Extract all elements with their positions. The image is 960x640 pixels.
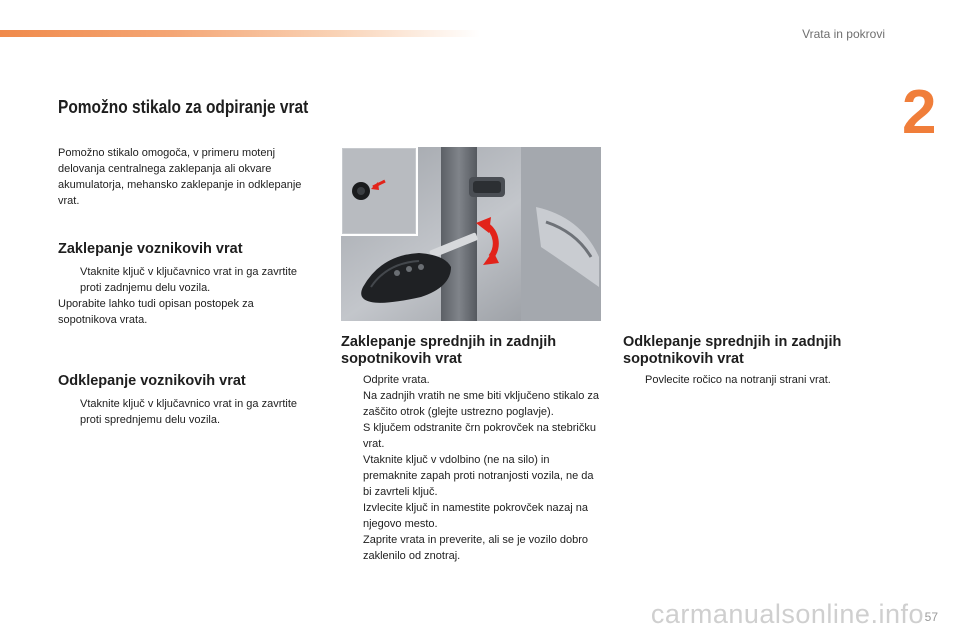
page-number: 57 (924, 610, 938, 624)
intro-paragraph: Pomožno stikalo omogoča, v primeru motenj delovanja centralnega zaklepanja ali okvare akumulatorja, mehansko zaklepanje in odklepanje vrat. (58, 147, 302, 207)
unlock-passenger-heading: Odklepanje sprednjih in zadnjih sopotnikovih vrat (623, 334, 842, 367)
list-item: Povlecite ročico na notranji strani vrat. (645, 374, 831, 386)
door-lock-illustration (341, 147, 601, 321)
lock-passenger-steps (341, 372, 605, 564)
header-accent-bar (0, 30, 480, 37)
list-item: Zaprite vrata in preverite, ali se je vozilo dobro zaklenilo od znotraj. (363, 534, 588, 562)
page-title: Pomožno stikalo za odpiranje vrat (58, 97, 309, 117)
list-item: Vtaknite ključ v ključavnico vrat in ga zavrtite proti sprednjemu delu vozila. (80, 398, 298, 426)
unlock-driver-section (58, 396, 303, 428)
unlock-passenger-steps (623, 372, 887, 388)
list-item: Vtaknite ključ v vdolbino (ne na silo) in premaknite zapah proti notranjosti vozila, ne da bi zavrteli ključ. (363, 454, 594, 498)
list-item: Na zadnjih vratih ne sme biti vključeno stikalo za zaščito otrok (glejte ustrezno poglavje). (363, 390, 600, 418)
lock-driver-heading: Zaklepanje voznikovih vrat (58, 241, 243, 257)
list-item: Odprite vrata. (363, 374, 430, 386)
chapter-number: 2 (902, 78, 937, 147)
lock-passenger-heading: Zaklepanje sprednjih in zadnjih sopotnikovih vrat (341, 334, 557, 367)
lock-driver-section (58, 264, 303, 328)
watermark: carmanualsonline.info (650, 599, 924, 629)
lock-driver-note: Uporabite lahko tudi opisan postopek za sopotnikova vrata. (58, 298, 254, 326)
list-item: Vtaknite ključ v ključavnico vrat in ga zavrtite proti zadnjemu delu vozila. (80, 266, 298, 294)
list-item: S ključem odstranite črn pokrovček na stebričku vrat. (363, 422, 596, 450)
list-item: Izvlecite ključ in namestite pokrovček nazaj na njegovo mesto. (363, 502, 588, 530)
unlock-driver-heading: Odklepanje voznikovih vrat (58, 373, 246, 389)
section-title: Vrata in pokrovi (802, 27, 885, 41)
